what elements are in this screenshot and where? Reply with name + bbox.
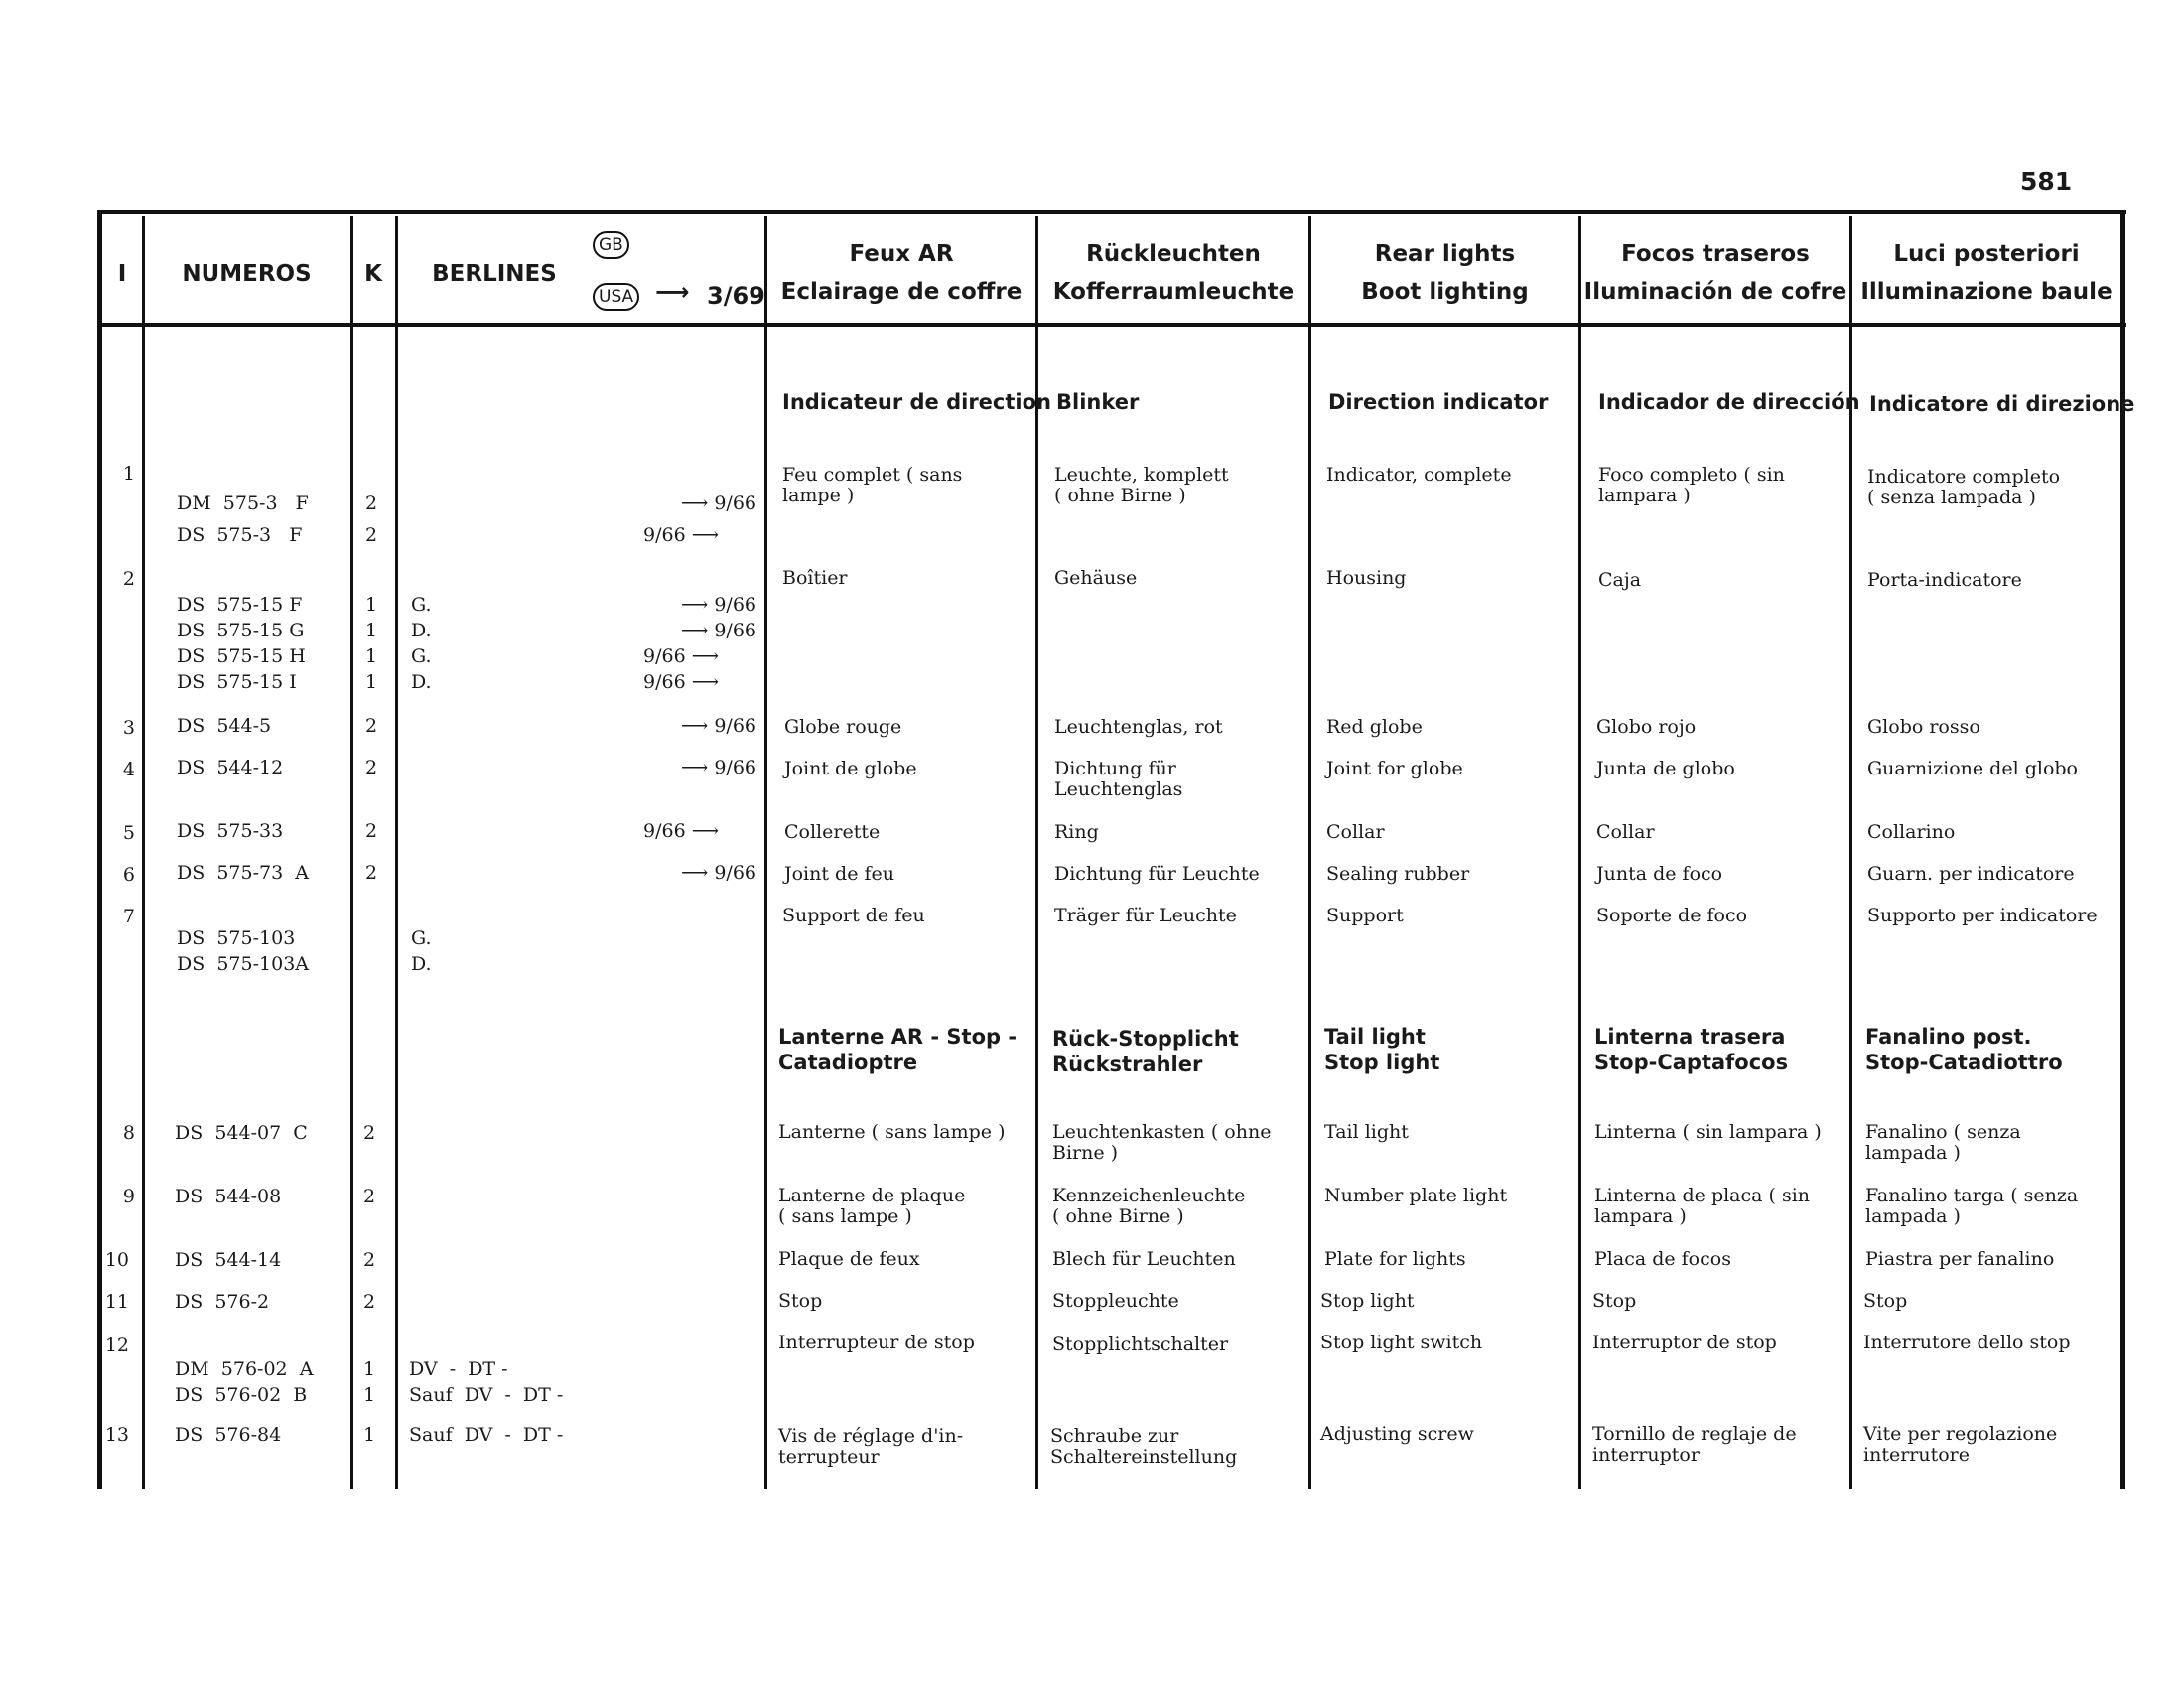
table-top-border bbox=[99, 210, 2126, 214]
item-fr: Plaque de feux bbox=[778, 1248, 920, 1270]
part-qty: 1 bbox=[365, 645, 378, 667]
section-1-es: Indicador de dirección bbox=[1598, 390, 1860, 414]
item-number: 9 bbox=[122, 1186, 135, 1207]
header-it-line2: Illuminazione baule bbox=[1860, 279, 2113, 305]
part-date: ⟶ 9/66 bbox=[681, 620, 756, 641]
item-number: 3 bbox=[122, 717, 135, 739]
part-number: DS 575-3 F bbox=[177, 524, 303, 546]
item-it: Collarino bbox=[1867, 821, 1956, 843]
section-1-en: Direction indicator bbox=[1328, 390, 1549, 414]
part-row bbox=[0, 1249, 764, 1273]
part-qty: 2 bbox=[363, 1291, 376, 1313]
item-it: Supporto per indicatore bbox=[1867, 905, 2098, 926]
item-en: Housing bbox=[1326, 567, 1407, 589]
header-es-line2: Iluminación de cofre bbox=[1583, 279, 1847, 305]
item-de: Stopplichtschalter bbox=[1052, 1334, 1229, 1355]
item-en: Adjusting screw bbox=[1320, 1423, 1474, 1445]
header-berlines: BERLINES bbox=[432, 261, 557, 287]
item-fr: Stop bbox=[778, 1290, 823, 1312]
col-divider-7 bbox=[1578, 216, 1581, 1489]
section-2-it: Fanalino post. Stop-Catadiottro bbox=[1865, 1025, 2063, 1074]
part-number: DS 575-15 I bbox=[177, 671, 297, 693]
part-number: DS 544-14 bbox=[175, 1249, 282, 1271]
part-variant: DV - DT - bbox=[409, 1358, 508, 1380]
item-en: Red globe bbox=[1326, 716, 1423, 738]
item-number: 2 bbox=[122, 568, 135, 590]
part-number: DS 575-103 bbox=[177, 927, 296, 949]
part-qty: 1 bbox=[365, 671, 378, 693]
item-de: Dichtung für Leuchte bbox=[1054, 863, 1260, 885]
header-en-line1: Rear lights bbox=[1374, 241, 1516, 267]
part-number: DS 575-15 H bbox=[177, 645, 306, 667]
item-fr: Lanterne ( sans lampe ) bbox=[778, 1121, 1006, 1143]
item-number: 11 bbox=[104, 1291, 129, 1313]
part-number: DM 575-3 F bbox=[177, 492, 309, 514]
item-it: Vite per regolazione interrutore bbox=[1863, 1423, 2058, 1466]
header-en-line2: Boot lighting bbox=[1361, 279, 1529, 305]
item-it: Porta-indicatore bbox=[1867, 569, 2022, 591]
item-it: Stop bbox=[1863, 1290, 1908, 1312]
part-qty: 1 bbox=[363, 1384, 376, 1406]
part-row bbox=[0, 1384, 764, 1408]
item-en: Collar bbox=[1326, 821, 1385, 843]
part-date: ⟶ 9/66 bbox=[681, 757, 756, 778]
part-row bbox=[0, 620, 764, 643]
item-number: 8 bbox=[122, 1122, 135, 1144]
item-fr: Vis de réglage d'in- terrupteur bbox=[778, 1425, 964, 1468]
item-es: Junta de globo bbox=[1596, 758, 1735, 779]
item-number: 10 bbox=[104, 1249, 129, 1271]
item-es: Foco completo ( sin lampara ) bbox=[1598, 464, 1785, 506]
item-number: 13 bbox=[104, 1424, 129, 1446]
part-number: DS 544-07 C bbox=[175, 1122, 308, 1144]
item-de: Blech für Leuchten bbox=[1052, 1248, 1236, 1270]
part-qty: 2 bbox=[365, 524, 378, 546]
item-es: Placa de focos bbox=[1594, 1248, 1731, 1270]
part-variant: D. bbox=[411, 953, 432, 975]
item-es: Caja bbox=[1598, 569, 1642, 591]
item-es: Tornillo de reglaje de interruptor bbox=[1592, 1423, 1797, 1466]
item-number: 7 bbox=[122, 906, 135, 927]
item-de: Ring bbox=[1054, 821, 1099, 843]
part-date: 9/66 ⟶ bbox=[643, 645, 719, 667]
part-row bbox=[0, 862, 764, 886]
part-date: ⟶ 9/66 bbox=[681, 594, 756, 616]
header-k: K bbox=[364, 261, 382, 287]
part-number: DS 575-15 F bbox=[177, 594, 303, 616]
item-en: Tail light bbox=[1324, 1121, 1409, 1143]
part-number: DS 544-08 bbox=[175, 1186, 282, 1207]
section-2-fr: Lanterne AR - Stop - Catadioptre bbox=[778, 1025, 1018, 1074]
part-number: DM 576-02 A bbox=[175, 1358, 314, 1380]
part-row bbox=[0, 671, 764, 695]
item-es: Collar bbox=[1596, 821, 1655, 843]
part-row bbox=[0, 927, 764, 951]
part-qty: 2 bbox=[365, 492, 378, 514]
part-variant: G. bbox=[411, 927, 432, 949]
part-row bbox=[0, 1424, 764, 1448]
item-it: Guarnizione del globo bbox=[1867, 758, 2078, 779]
item-de: Gehäuse bbox=[1054, 567, 1138, 589]
item-de: Kennzeichenleuchte ( ohne Birne ) bbox=[1052, 1185, 1246, 1227]
part-qty: 1 bbox=[365, 594, 378, 616]
part-row bbox=[0, 524, 764, 548]
item-fr: Globe rouge bbox=[784, 716, 902, 738]
header-de-line2: Kofferraumleuchte bbox=[1052, 279, 1295, 305]
item-en: Indicator, complete bbox=[1326, 464, 1512, 486]
part-number: DS 575-15 G bbox=[177, 620, 305, 641]
part-row bbox=[0, 1291, 764, 1315]
item-it: Guarn. per indicatore bbox=[1867, 863, 2075, 885]
part-date: 9/66 ⟶ bbox=[643, 820, 719, 842]
part-variant: G. bbox=[411, 594, 432, 616]
usa-badge: USA bbox=[593, 283, 639, 311]
part-qty: 1 bbox=[363, 1424, 376, 1446]
item-es: Linterna ( sin lampara ) bbox=[1594, 1121, 1822, 1143]
section-1-fr: Indicateur de direction bbox=[782, 390, 1051, 414]
part-date: ⟶ 9/66 bbox=[681, 492, 756, 514]
part-date: 9/66 ⟶ bbox=[643, 671, 719, 693]
part-date: ⟶ 9/66 bbox=[681, 715, 756, 737]
part-variant: Sauf DV - DT - bbox=[409, 1384, 564, 1406]
part-variant: D. bbox=[411, 671, 432, 693]
part-qty: 1 bbox=[365, 620, 378, 641]
item-it: Globo rosso bbox=[1867, 716, 1980, 738]
header-fr-line2: Eclairage de coffre bbox=[780, 279, 1023, 305]
part-qty: 2 bbox=[363, 1122, 376, 1144]
part-row bbox=[0, 1358, 764, 1382]
item-number: 4 bbox=[122, 759, 135, 780]
item-es: Junta de foco bbox=[1596, 863, 1723, 885]
part-qty: 2 bbox=[365, 757, 378, 778]
header-bottom-border bbox=[99, 323, 2126, 327]
part-number: DS 575-33 bbox=[177, 820, 284, 842]
part-number: DS 575-103A bbox=[177, 953, 309, 975]
page-number: 581 bbox=[2020, 167, 2073, 196]
item-it: Fanalino targa ( senza lampada ) bbox=[1865, 1185, 2079, 1227]
item-fr: Joint de globe bbox=[784, 758, 917, 779]
item-es: Stop bbox=[1592, 1290, 1637, 1312]
header-fr-line1: Feux AR bbox=[849, 241, 954, 267]
header-i: I bbox=[117, 261, 127, 287]
section-1-it: Indicatore di direzione bbox=[1869, 392, 2135, 416]
part-variant: Sauf DV - DT - bbox=[409, 1424, 564, 1446]
part-qty: 2 bbox=[365, 715, 378, 737]
item-number: 5 bbox=[122, 822, 135, 844]
part-date: 9/66 ⟶ bbox=[643, 524, 719, 546]
col-divider-6 bbox=[1308, 216, 1311, 1489]
item-en: Stop light bbox=[1320, 1290, 1415, 1312]
item-de: Dichtung für Leuchtenglas bbox=[1054, 758, 1183, 800]
item-fr: Joint de feu bbox=[784, 863, 895, 885]
part-number: DS 575-73 A bbox=[177, 862, 309, 884]
item-en: Plate for lights bbox=[1324, 1248, 1466, 1270]
part-qty: 2 bbox=[363, 1249, 376, 1271]
part-number: DS 544-5 bbox=[177, 715, 272, 737]
item-es: Interruptor de stop bbox=[1592, 1332, 1777, 1353]
usa-date: 3/69 bbox=[707, 282, 765, 310]
header-de-line1: Rückleuchten bbox=[1086, 241, 1261, 267]
section-2-de: Rück-Stopplicht Rückstrahler bbox=[1052, 1027, 1239, 1076]
part-number: DS 576-84 bbox=[175, 1424, 282, 1446]
part-variant: D. bbox=[411, 620, 432, 641]
item-en: Sealing rubber bbox=[1326, 863, 1470, 885]
part-number: DS 576-2 bbox=[175, 1291, 270, 1313]
part-variant: G. bbox=[411, 645, 432, 667]
item-fr: Support de feu bbox=[782, 905, 925, 926]
item-es: Globo rojo bbox=[1596, 716, 1697, 738]
part-row bbox=[0, 645, 764, 669]
item-fr: Lanterne de plaque ( sans lampe ) bbox=[778, 1185, 966, 1227]
section-2-en: Tail light Stop light bbox=[1324, 1025, 1440, 1074]
item-it: Piastra per fanalino bbox=[1865, 1248, 2055, 1270]
item-fr: Boîtier bbox=[782, 567, 848, 589]
header-es-line1: Focos traseros bbox=[1621, 241, 1810, 267]
item-fr: Feu complet ( sans lampe ) bbox=[782, 464, 963, 506]
usa-arrow: ⟶ bbox=[655, 278, 690, 306]
part-row bbox=[0, 715, 764, 739]
gb-badge: GB bbox=[593, 231, 629, 259]
part-number: DS 576-02 B bbox=[175, 1384, 308, 1406]
part-row bbox=[0, 594, 764, 618]
item-de: Leuchtenglas, rot bbox=[1054, 716, 1223, 738]
item-de: Leuchtenkasten ( ohne Birne ) bbox=[1052, 1121, 1272, 1164]
part-date: ⟶ 9/66 bbox=[681, 862, 756, 884]
item-de: Stoppleuchte bbox=[1052, 1290, 1179, 1312]
part-row bbox=[0, 820, 764, 844]
item-en: Number plate light bbox=[1324, 1185, 1508, 1206]
part-qty: 2 bbox=[365, 862, 378, 884]
part-row bbox=[0, 953, 764, 977]
item-en: Stop light switch bbox=[1320, 1332, 1483, 1353]
item-number: 12 bbox=[104, 1335, 129, 1356]
part-qty: 1 bbox=[363, 1358, 376, 1380]
item-it: Fanalino ( senza lampada ) bbox=[1865, 1121, 2021, 1164]
section-1-de: Blinker bbox=[1056, 390, 1140, 414]
header-numeros: NUMEROS bbox=[182, 261, 312, 287]
part-qty: 2 bbox=[365, 820, 378, 842]
item-fr: Interrupteur de stop bbox=[778, 1332, 975, 1353]
item-it: Indicatore completo ( senza lampada ) bbox=[1867, 466, 2061, 508]
part-number: DS 544-12 bbox=[177, 757, 284, 778]
part-row bbox=[0, 1186, 764, 1209]
item-en: Support bbox=[1326, 905, 1404, 926]
item-de: Träger für Leuchte bbox=[1054, 905, 1237, 926]
section-2-es: Linterna trasera Stop-Captafocos bbox=[1594, 1025, 1789, 1074]
part-row bbox=[0, 757, 764, 780]
item-number: 1 bbox=[122, 463, 135, 485]
item-it: Interrutore dello stop bbox=[1863, 1332, 2071, 1353]
item-es: Linterna de placa ( sin lampara ) bbox=[1594, 1185, 1811, 1227]
part-row bbox=[0, 492, 764, 516]
part-qty: 2 bbox=[363, 1186, 376, 1207]
part-row bbox=[0, 1122, 764, 1146]
col-divider-4 bbox=[764, 216, 767, 1489]
item-number: 6 bbox=[122, 864, 135, 886]
item-de: Leuchte, komplett ( ohne Birne ) bbox=[1054, 464, 1229, 506]
item-en: Joint for globe bbox=[1326, 758, 1463, 779]
item-de: Schraube zur Schaltereinstellung bbox=[1050, 1425, 1238, 1468]
item-fr: Collerette bbox=[784, 821, 881, 843]
header-it-line1: Luci posteriori bbox=[1893, 241, 2080, 267]
item-es: Soporte de foco bbox=[1596, 905, 1748, 926]
